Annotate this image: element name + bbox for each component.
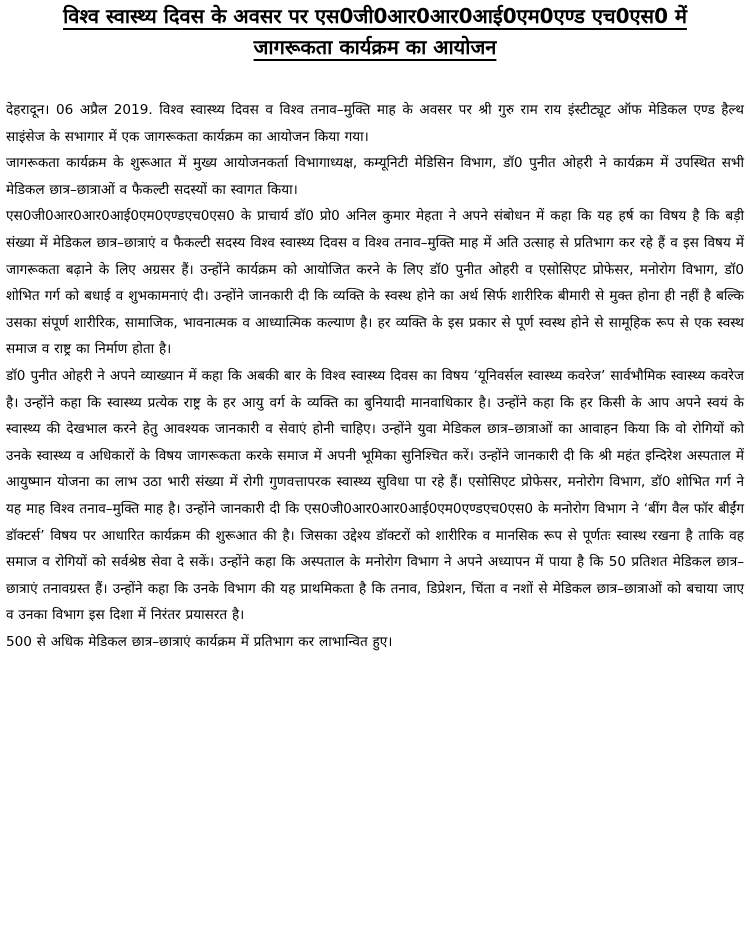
headline: [6, 0, 744, 63]
paragraph-participation: 500 से अधिक मेडिकल छात्र–छात्राएं कार्यक्रम में प्रतिभाग कर लाभान्वित हुए।: [6, 633, 393, 650]
headline-line-2: जागरूकता कार्यक्रम का आयोजन: [253, 35, 497, 59]
headline-line-1: विश्व स्वास्थ्य दिवस के अवसर पर एस0जी0आर0आर0आई0एम0एण्ड एच0एस0 में: [63, 4, 687, 28]
article-body: [6, 97, 744, 655]
paragraph-lecture: डॉ0 पुनीत ओहरी ने अपने व्याख्यान में कहा कि अबकी बार के विश्व स्वास्थ्य दिवस का विषय ‘यूनिवर्सल स्वास्थ्य कवरेज’ सार्वभौमिक स्वास्थ्य कवरेज है। उन्होंने कहा कि स्वास्थ्य प्रत्येक राष्ट्र के हर आयु वर्ग के व्यक्ति का बुनियादी मानवाधिकार है। उन्होंने कहा कि हर किसी के आप अपने स्वयं के स्वास्थ्य की देखभाल करने हेतु आवश्यक जानकारी व सेवाएं होनी चाहिए। उन्होंने युवा मेडिकल छात्र–छात्राओं का आवाहन किया कि वो रोगियों को उनके स्वास्थ्य व अधिकारों के विषय जागरूकता करके समाज में अपनी भूमिका सुनिश्चित करें। उन्होंने जानकारी दी कि श्री महंत इन्दिरेश अस्पताल में आयुष्मान योजना का लाभ उठा भारी संख्या में रोगी गुणवत्तापरक स्वास्थ्य सुविधा पा रहे हैं। एसोसिएट प्रोफेसर, मनोरोग विभाग, डॉ0 शोभित गर्ग ने यह माह विश्व तनाव–मुक्ति माह है। उन्होंने जानकारी दी कि एस0जी0आर0आर0आई0एम0एण्डएच0एस0 के मनोरोग विभाग ने ‘बींग वैल फॉर बीईंग डॉक्टर्स’ विषय पर आधारित कार्यक्रम की शुरूआत की है। जिसका उद्देश्य डॉक्टरों को शारीरिक व मानसिक रूप से पूर्णतः स्वास्थ रखना है ताकि वह समाज व रोगियों को सर्वश्रेष्ठ सेवा दे सकें। उन्होंने कहा कि अस्पताल के मनोरोग विभाग ने अपने अध्यापन में पाया है कि 50 प्रतिशत मेडिकल छात्र–छात्राएं तनावग्रस्त हैं। उन्होंने कहा कि उनके विभाग की यह प्राथमिकता है कि तनाव, डिप्रेशन, चिंता व नशों से मेडिकल छात्र–छात्राओं को बचाया जाए व उनका विभाग इस दिशा में निरंतर प्रयासरत है।: [6, 367, 744, 624]
paragraph-principal-address: एस0जी0आर0आर0आई0एम0एण्डएच0एस0 के प्राचार्य डॉ0 प्रो0 अनिल कुमार मेहता ने अपने संबोधन में कहा कि यह हर्ष का विषय है कि बड़ी संख्या में मेडिकल छात्र–छात्राएं व फैकल्टी सदस्य विश्व स्वास्थ्य दिवस व विश्व तनाव–मुक्ति माह में अति उत्साह से प्रतिभाग कर रहे हैं व इस विषय में जागरूकता बढ़ाने के लिए अग्रसर हैं। उन्होंने कार्यक्रम को आयोजित करने के लिए डॉ0 पुनीत ओहरी व एसोसिएट प्रोफेसर, मनोरोग विभाग, डॉ0 शोभित गर्ग को बधाई व शुभकामनाएं दी। उन्होंने जानकारी दी कि व्यक्ति के स्वस्थ होने का अर्थ सिर्फ शारीरिक बीमारी से मुक्त होना ही नहीं है बल्कि उसका संपूर्ण शारीरिक, सामाजिक, भावनात्मक व आध्यात्मिक कल्याण है। हर व्यक्ति के इस प्रकार से पूर्ण स्वस्थ होने से सामूहिक रूप से एक स्वस्थ समाज व राष्ट्र का निर्माण होता है।: [6, 208, 744, 358]
paragraph-intro: देहरादून। 06 अप्रैल 2019. विश्व स्वास्थ्य दिवस व विश्व तनाव–मुक्ति माह के अवसर पर श्री गुरु राम राय इंस्टीट्यूट ऑफ मेडिकल एण्ड हैल्थ साइंसेज के सभागार में एक जागरूकता कार्यक्रम का आयोजन किया गया।: [6, 102, 744, 145]
paragraph-welcome: जागरूकता कार्यक्रम के शुरूआत में मुख्य आयोजनकर्ता विभागाध्यक्ष, कम्यूनिटी मेडिसिन विभाग, डॉ0 पुनीत ओहरी ने कार्यक्रम में उपस्थित सभी मेडिकल छात्र–छात्राओं व फैकल्टी सदस्यों का स्वागत किया।: [6, 155, 744, 198]
